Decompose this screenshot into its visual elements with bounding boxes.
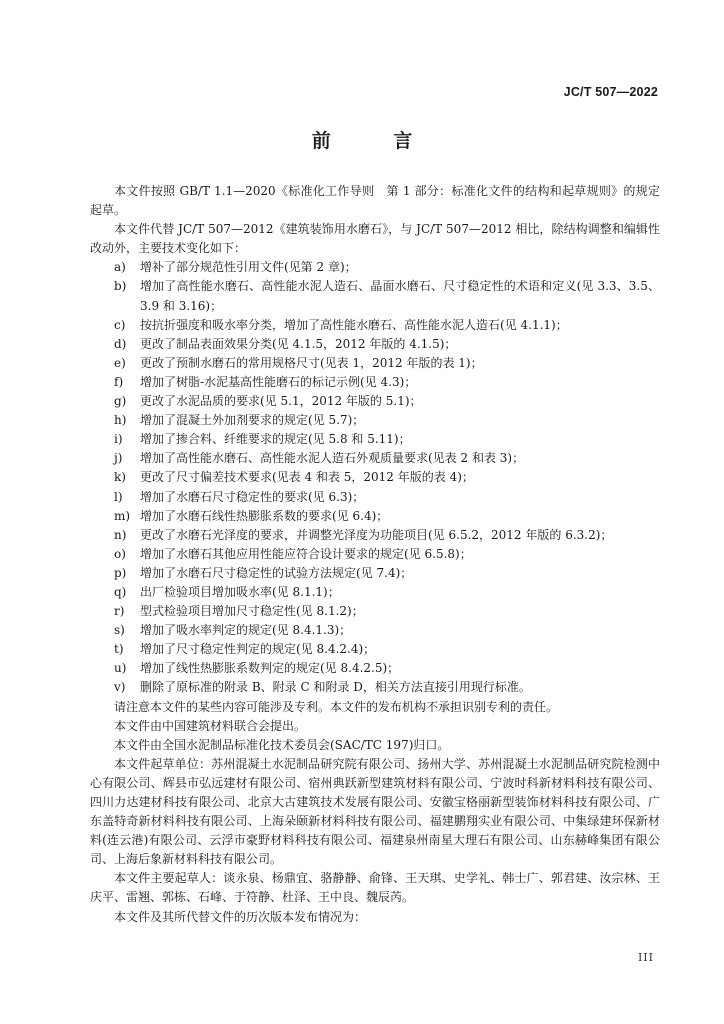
list-item: [90, 659, 660, 678]
list-item: [90, 316, 660, 335]
list-item-text: 更改了水磨石光泽度的要求，并调整光泽度为功能项目(见 6.5.2，2012 年版的 6.3.2)；: [140, 527, 613, 542]
list-item-letter: e): [114, 355, 126, 370]
list-item-letter: q): [114, 584, 127, 599]
list-item-text: 增加了树脂-水泥基高性能磨石的标记示例(见 4.3)；: [140, 374, 417, 389]
list-item-text: 更改了制品表面效果分类(见 4.1.5，2012 年版的 4.1.5)；: [140, 336, 457, 351]
patent-notice: 请注意本文件的某些内容可能涉及专利。本文件的发布机构不承担识别专利的责任。: [114, 699, 559, 714]
list-item-letter: f): [114, 374, 124, 389]
list-item-text: 出厂检验项目增加吸水率(见 8.1.1)；: [140, 584, 340, 599]
intro-paragraph: 本文件代替 JC/T 507—2012《建筑装饰用水磨石》，与 JC/T 507—2012 相比，除结构调整和编辑性改动外，主要技术变化如下：: [90, 222, 660, 256]
changes-list: [90, 258, 660, 697]
list-item-letter: d): [114, 336, 127, 351]
list-item-text: 更改了尺寸偏差技术要求(见表 4 和表 5，2012 年版的表 4)；: [140, 470, 474, 485]
list-item-text: 增加了线性热膨胀系数判定的规定(见 8.4.2.5)；: [140, 661, 400, 676]
list-item-letter: j): [114, 451, 123, 466]
drafters: 本文件主要起草人：谈永泉、杨鼎宜、骆静静、俞锋、王天琪、史学礼、韩士广、郭君建、汝宗林、王庆平、雷翘、郭栋、石峰、于符静、杜泽、王中良、魏辰芮。: [90, 871, 660, 905]
list-item: [90, 277, 660, 315]
list-item-text: 增加了水磨石尺寸稳定性的要求(见 6.3)；: [140, 489, 365, 504]
proposer-statement: 本文件由中国建筑材料联合会提出。: [114, 718, 307, 733]
list-item-text: 增加了吸水率判定的规定(见 8.4.1.3)；: [140, 623, 352, 638]
list-item-text: 型式检验项目增加尺寸稳定性(见 8.1.2)；: [140, 604, 364, 619]
committee-statement: 本文件由全国水泥制品标准化技术委员会(SAC/TC 197)归口。: [114, 737, 450, 752]
list-item-text: 增加了掺合料、纤维要求的规定(见 5.8 和 5.11)；: [140, 432, 411, 447]
list-item: [90, 354, 660, 373]
list-item: [90, 526, 660, 545]
list-item-letter: l): [114, 489, 123, 504]
version-history-intro: 本文件及其所代替文件的历次版本发布情况为：: [114, 909, 367, 924]
list-item-text: 增加了水磨石线性热膨胀系数的要求(见 6.4)；: [140, 508, 389, 523]
list-item-letter: r): [114, 604, 125, 619]
list-item-text: 增加了水磨石其他应用性能应符合设计要求的规定(见 6.5.8)；: [140, 546, 472, 561]
list-item-letter: u): [114, 661, 127, 676]
list-item: [90, 258, 660, 277]
list-item: [90, 678, 660, 697]
list-item-letter: p): [114, 565, 127, 580]
list-item: [90, 564, 660, 583]
list-item: [90, 602, 660, 621]
list-item: [90, 373, 660, 392]
list-item-text: 增加了高性能水磨石、高性能水泥人造石外观质量要求(见表 2 和表 3)；: [140, 451, 525, 466]
list-item-text: 增加了水磨石尺寸稳定性的试验方法规定(见 7.4)；: [140, 565, 413, 580]
list-item-letter: m): [114, 508, 131, 523]
list-item-letter: a): [114, 260, 126, 275]
list-item: [90, 640, 660, 659]
list-item-text: 按抗折强度和吸水率分类，增加了高性能水磨石、高性能水泥人造石(见 4.1.1)；: [140, 317, 568, 332]
list-item-letter: i): [114, 432, 123, 447]
list-item-letter: n): [114, 527, 127, 542]
page-number: III: [637, 951, 654, 964]
list-item: [90, 507, 660, 526]
list-item-letter: g): [114, 394, 127, 409]
page-title: 前 言: [311, 130, 441, 152]
list-item-letter: t): [114, 642, 124, 657]
list-item-text: 增加了混凝土外加剂要求的规定(见 5.7)；: [140, 413, 365, 428]
intro-paragraph: 本文件按照 GB/T 1.1—2020《标准化工作导则 第 1 部分：标准化文件的结构和起草规则》的规定起草。: [90, 184, 660, 218]
list-item-text: 增加了高性能水磨石、高性能水泥人造石、晶面水磨石、尺寸稳定性的术语和定义(见 3.3、3.5、3.9 和 3.16)；: [140, 279, 660, 313]
list-item: [90, 430, 660, 449]
list-item: [90, 621, 660, 640]
list-item: [90, 335, 660, 354]
list-item-text: 增加了尺寸稳定性判定的规定(见 8.4.2.4)；: [140, 642, 376, 657]
list-item-letter: k): [114, 470, 126, 485]
document-body: [90, 182, 660, 927]
list-item-letter: s): [114, 623, 125, 638]
list-item-letter: c): [114, 317, 126, 332]
document-code: JC/T 507—2022: [563, 85, 658, 99]
list-item: [90, 545, 660, 564]
list-item-text: 更改了预制水磨石的常用规格尺寸(见表 1，2012 年版的表 1)；: [140, 355, 483, 370]
drafting-units: 本文件起草单位：苏州混凝土水泥制品研究院有限公司、扬州大学、苏州混凝土水泥制品研究院检测中心有限公司、辉县市弘远建材有限公司、宿州典跃新型建筑材料有限公司、宁波时科新材料科技有限公司、四川力达建材科技有限公司、北京大古建筑技术发展有限公司、安徽宝格丽新型装饰材料科技有限公司、广东盖特奇新材料科技有限公司、上海朵颐新材料科技有限公司、福建鹏翔实业有限公司、中集绿建环保新材料(连云港)有限公司、云浮市豪野材料科技有限公司、福建泉州南星大理石有限公司、山东赫峰集团有限公司、上海后象新材料科技有限公司。: [90, 756, 660, 867]
list-item: [90, 411, 660, 430]
list-item-letter: o): [114, 546, 126, 561]
list-item: [90, 392, 660, 411]
list-item: [90, 583, 660, 602]
list-item-letter: v): [114, 680, 126, 695]
list-item-text: 更改了水泥品质的要求(见 5.1，2012 年版的 5.1)；: [140, 394, 422, 409]
list-item: [90, 468, 660, 487]
list-item-letter: b): [114, 279, 127, 294]
list-item-text: 删除了原标准的附录 B、附录 C 和附录 D，相关方法直接引用现行标准。: [140, 680, 531, 695]
list-item: [90, 488, 660, 507]
list-item-text: 增补了部分规范性引用文件(见第 2 章)；: [140, 260, 357, 275]
list-item: [90, 449, 660, 468]
list-item-letter: h): [114, 413, 127, 428]
